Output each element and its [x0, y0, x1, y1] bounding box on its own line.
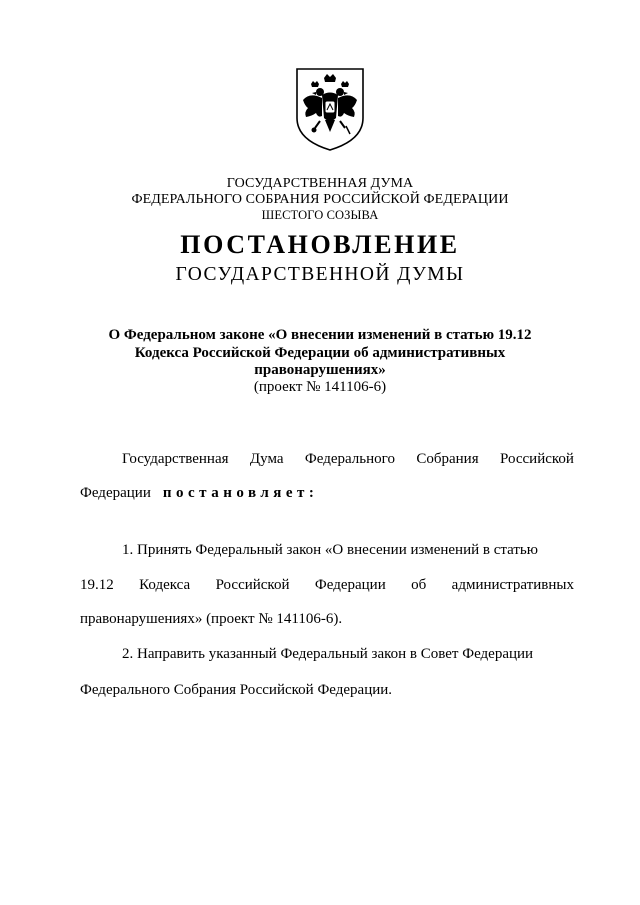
item1-word: 19.12 — [80, 577, 114, 593]
org-line-1: ГОСУДАРСТВЕННАЯ ДУМА — [226, 176, 414, 191]
subject-line-2: Кодекса Российской Федерации об административных — [134, 345, 506, 361]
intro-word: Дума — [249, 451, 284, 467]
item2-line-2: Федерального Собрания Российской Федерации. — [80, 682, 393, 698]
item1-word: об — [411, 577, 427, 593]
intro-word: Государственная — [122, 451, 229, 467]
item1-line-3: правонарушениях» (проект № 141106-6). — [80, 611, 343, 627]
project-number: (проект № 141106-6) — [253, 379, 387, 395]
item1-word: Российской — [215, 577, 290, 593]
intro-word: Федерального — [304, 451, 395, 467]
item1-word: административных — [451, 577, 574, 593]
item1-word: Кодекса — [139, 577, 191, 593]
item1-line-1: 1. Принять Федеральный закон «О внесении изменений в статью — [122, 542, 538, 558]
item1-word: Федерации — [314, 577, 386, 593]
subject-line-1: О Федеральном законе «О внесении изменений в статью 19.12 — [108, 327, 532, 343]
intro-word: Собрания — [416, 451, 479, 467]
org-line-3: ШЕСТОГО СОЗЫВА — [261, 208, 379, 222]
intro-word: Российской — [500, 451, 574, 467]
coat-of-arms-icon — [294, 66, 366, 152]
org-line-2: ФЕДЕРАЛЬНОГО СОБРАНИЯ РОССИЙСКОЙ ФЕДЕРАЦИИ — [131, 192, 509, 207]
document-subtitle: ГОСУДАРСТВЕННОЙ ДУМЫ — [175, 264, 465, 285]
item1-line-2 — [80, 577, 574, 594]
decree-word: постановляет: — [162, 485, 319, 501]
document-title: ПОСТАНОВЛЕНИЕ — [180, 230, 460, 259]
intro-line-2-text: Федерации — [80, 485, 151, 501]
item2-line-1: 2. Направить указанный Федеральный закон в Совет Федерации — [122, 646, 534, 662]
intro-line-2 — [80, 485, 574, 502]
intro-line-1 — [122, 451, 574, 468]
subject-line-3: правонарушениях» — [254, 362, 386, 378]
